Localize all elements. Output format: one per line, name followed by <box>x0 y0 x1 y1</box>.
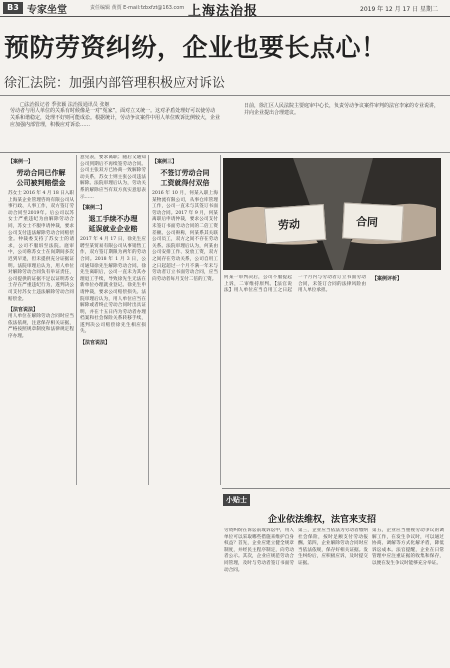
subheadline: 徐汇法院：加强内部管理积极应对诉讼 <box>4 76 226 91</box>
article-column-2 <box>80 155 146 485</box>
byline: □法治报记者 季张颖 法治报通讯员 张姬 <box>20 102 110 108</box>
handshake-illustration <box>223 158 441 270</box>
lead-paragraph: 劳动者与用人单位的关系有时候像是一对“冤家”，面对立又统一。这对矛盾处理好可以使劳动关系和谐稳定，处理不好则可能成讼。根据统计，劳动争议案件中用人单位败诉比例较大，企业应加强内部管理，积极应对诉讼…… <box>10 108 221 128</box>
sidebar-title: 企业依法维权，法官来支招 <box>268 515 377 525</box>
sidebar-column-2: 第三，企业应当依法为劳动者缴纳社会保险，按时足额支付劳动报酬。第四，企业解除劳动合同时应当依法依规，保存好相关证据。发生纠纷后，应积极应诉，及时提交证据。 <box>298 528 368 566</box>
judge-comment-label: 【法官说法】 <box>8 307 39 314</box>
divider <box>0 95 450 96</box>
photo-caption: 日前，徐汇区人民法院主要庭审中心长，负责劳动争议案件审判的法官李家的专业说讲，并向企业提出合理建议。 <box>244 103 440 116</box>
divider <box>222 488 450 489</box>
case-title: 不签订劳动合同 工资就得付双倍 <box>160 169 210 187</box>
case-label: 【案例评析】 <box>372 276 403 282</box>
article-column-3 <box>152 155 218 485</box>
issue-date: 2019 年 12 月 17 日 星期二 <box>360 6 438 13</box>
contract-card-right <box>342 202 404 241</box>
case-text: 2017 年 4 月 17 日，徐先生应聘至某贸易有限公司从事销售工作，双方签订期限为两年的劳动合同。2018 年 1 月 3 日，公司通知徐先生解除劳动合同。徐先生离职后，公司一直未为其办理退工手续，导致徐先生无法在新单位办理就业登记。徐先生申请仲裁，要求公司赔偿损失。法院审理后认为，用人单位应当在解除或者终止劳动合同时出具证明，并在十五日内为劳动者办理档案和社会保险关系转移手续，遂判决公司赔偿徐先生相应损失。 <box>80 237 146 335</box>
masthead: 上海法治报 <box>188 4 259 19</box>
sidebar-column-3: 第五，企业应当重视劳动争议的调解工作，在发生争议时，可以通过协商、调解等方式化解矛盾，降低诉讼成本。法官提醒，企业在日常管理中应注重证据的收集和保存，以便在发生争议时能够充分举证。 <box>372 528 444 566</box>
page-header <box>0 0 450 17</box>
editor-line: 责任编辑 黄贾 E-mail:fzbxfzt@163.com <box>90 5 185 11</box>
divider <box>0 152 450 153</box>
photo <box>223 158 441 270</box>
case-title: 退工手续不办理 延误就业企业赔 <box>88 215 138 234</box>
case-label: 【案例三】 <box>152 159 178 165</box>
case-text: 苏女士 2016 年 4 月 18 日入职上海某企业管理咨询有限公司从事行政、人事工作，双方签订劳动合同至2019年。后公司以苏女士严重违纪为由解除劳动合同，苏女士不服申请仲裁，要求公司支付违法解除劳动合同赔偿金。仲裁委支持了苏女士的请求，公司不服诉至法院。庭审中，公司称苏女士在岗期间多次迟到早退，但未提供充分证据证明。法院审理后认为，用人单位对解除劳动合同负有举证责任，公司提供的证据不足以证明苏女士存在严重违纪行为，遂判决公司支付苏女士违法解除劳动合同赔偿金。 <box>8 191 74 302</box>
judge-comment-label: 【法官说法】 <box>80 340 111 347</box>
case-text: 何某一审判决后，公司不服提起上诉，二审维持原判。【法官说法】用人单位应当自用工之日起一个月内与劳动者订立书面劳动合同，未签订合同的法律风险由用人单位承担。 <box>224 275 366 294</box>
case-title: 劳动合同已作解 公司被判赔偿金 <box>16 169 66 187</box>
card-label: 劳动 <box>277 217 301 233</box>
article-column-4 <box>224 275 440 485</box>
page-badge: B3 <box>3 2 23 14</box>
column-rule <box>76 155 77 485</box>
card-label: 合同 <box>355 215 379 230</box>
contract-card-left <box>264 204 326 244</box>
case-label: 【案例一】 <box>8 159 34 165</box>
case-text: 2016 年 10 月，何某入职上海某物流有限公司，从事仓库管理工作，公司一直未与其签订书面劳动合同。2017 年 9 月，何某离职后申请仲裁，要求公司支付未签订书面劳动合同的二倍工资差额。公司辩称，何某系其关联公司员工，双方之间不存在劳动关系。法院审理后认为，何某由公司安排工作、发放工资，双方之间存在劳动关系，公司自用工之日起超过一个月不满一年未与劳动者订立书面劳动合同，应当向劳动者每月支付二倍的工资。 <box>152 191 218 282</box>
judge-comment-text: 用人单位在解除劳动合同时应当依法依规，注意保存相关证据，严格按照规章制度和法律规定程序办理。 <box>8 314 74 339</box>
section-name: 专家坐堂 <box>27 5 67 16</box>
sidebar-column-1: 劳资纠纷在诉讼前或诉讼中，用人单位可以采取哪些措施来维护自身权益？首先，企业应建立健全规章制度，并经民主程序制定，向劳动者公示。其次，企业应规范劳动合同管理，及时与劳动者签订书面劳动合同。 <box>224 528 294 573</box>
sidebar-tag: 小贴士 <box>223 494 250 506</box>
column-rule <box>148 155 149 485</box>
case-text: 意见表，要求离职；随后又通知公司到期后不再续签劳动合同。公司主张双方已协商一致解除劳动关系，苏女士则主张公司违法解除。法院审理后认为，劳动关系的解除应当有双方真实意思表示…… <box>80 155 146 200</box>
headline: 预防劳资纠纷，企业也要长点心！ <box>4 33 387 62</box>
article-column-1 <box>8 155 74 485</box>
column-rule <box>220 155 221 485</box>
case-label: 【案例二】 <box>80 205 106 212</box>
